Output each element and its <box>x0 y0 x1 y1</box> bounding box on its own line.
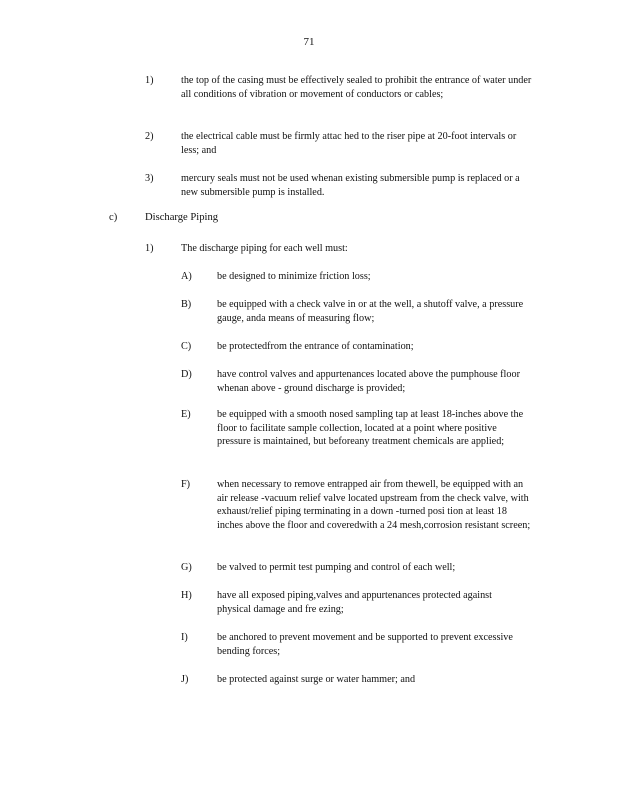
item-text: The discharge piping for each well must: <box>181 243 348 254</box>
item-text: be equipped with a smooth nosed sampling tap at least 18-inches above the floor to facilitate sample collection, located at a point where positive pressure is maintained, but beforeany treatment chemicals are applied; <box>217 409 524 448</box>
item-marker: I) <box>181 632 188 643</box>
item-text: be designed to minimize friction loss; <box>217 271 371 282</box>
item-text: be protectedfrom the entrance of contamination; <box>217 341 414 352</box>
item-marker: G) <box>181 562 192 573</box>
item-text: have control valves and appurtenances located above the pumphouse floor whenan above - ground discharge is provided; <box>217 369 520 394</box>
item-marker: 3) <box>145 173 154 184</box>
section-marker: c) <box>109 212 118 223</box>
item-text: be anchored to prevent movement and be supported to prevent excessive bending forces; <box>217 632 513 657</box>
page-number: 71 <box>303 36 315 48</box>
item-marker: J) <box>181 674 189 685</box>
item-text: mercury seals must not be used whenan existing submersible pump is replaced or a new submersible pump is installed. <box>181 173 520 198</box>
item-marker: 1) <box>145 75 154 86</box>
item-marker: 2) <box>145 131 154 142</box>
item-marker: B) <box>181 299 192 310</box>
item-text: the electrical cable must be firmly attac hed to the riser pipe at 20-foot intervals or less; and <box>181 131 517 156</box>
item-marker: F) <box>181 479 191 490</box>
item-text: have all exposed piping,valves and appurtenances protected against physical damage and fre ezing; <box>217 590 492 615</box>
item-marker: 1) <box>145 243 154 254</box>
item-text: be equipped with a check valve in or at the well, a shutoff valve, a pressure gauge, anda means of measuring flow; <box>217 299 524 324</box>
item-marker: H) <box>181 590 192 601</box>
item-text: be valved to permit test pumping and control of each well; <box>217 562 456 573</box>
item-marker: E) <box>181 409 191 420</box>
section-title: Discharge Piping <box>145 212 219 223</box>
item-text: be protected against surge or water hammer; and <box>217 674 416 685</box>
item-marker: A) <box>181 271 192 282</box>
item-text: the top of the casing must be effectively sealed to prohibit the entrance of water under all conditions of vibration or movement of conductors or cables; <box>181 75 532 100</box>
item-marker: D) <box>181 369 192 380</box>
item-text: when necessary to remove entrapped air from thewell, be equipped with an air release -vacuum relief valve located upstream from the check valve, with exhaust/relief piping terminating in a down -turned posi tion at least 18 inches above the floor and coveredwith a 24 mesh,corrosion resistant screen; <box>217 479 531 531</box>
item-marker: C) <box>181 341 192 352</box>
